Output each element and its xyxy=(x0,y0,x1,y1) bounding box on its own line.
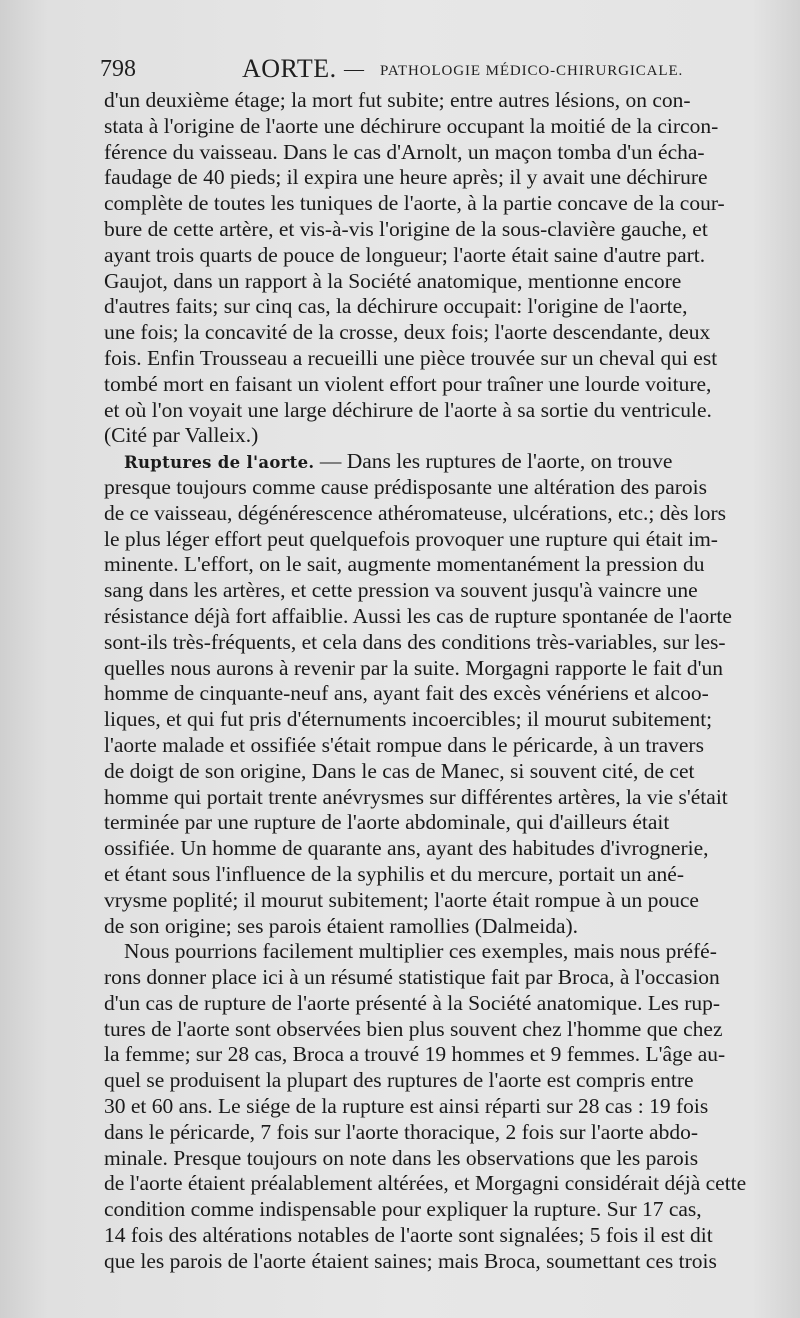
running-title-separator: — xyxy=(344,58,364,80)
text-line: tombé mort en faisant un violent effort pour traîner une lourde voiture, xyxy=(104,371,712,396)
text-line: stata à l'origine de l'aorte une déchirure occupant la moitié de la circon- xyxy=(104,113,719,138)
text-line: rons donner place ici à un résumé statistique fait par Broca, à l'occasion xyxy=(104,965,720,990)
paragraph-first-line: Nous pourrions facilement multiplier ces exemples, mais nous préfé- xyxy=(124,939,717,964)
text-line: et étant sous l'influence de la syphilis et du mercure, portait un ané- xyxy=(104,861,685,886)
running-title: AORTE. xyxy=(242,54,337,83)
text-line: la femme; sur 28 cas, Broca a trouvé 19 hommes et 9 femmes. L'âge au- xyxy=(104,1042,726,1067)
running-head xyxy=(100,52,755,82)
text-line: que les parois de l'aorte étaient saines; mais Broca, soumettant ces trois xyxy=(104,1248,717,1273)
text-line: quel se produisent la plupart des ruptures de l'aorte est compris entre xyxy=(104,1068,694,1093)
text-line: bure de cette artère, et vis-à-vis l'origine de la sous-clavière gauche, et xyxy=(104,216,708,241)
text-line: dans le péricarde, 7 fois sur l'aorte thoracique, 2 fois sur l'aorte abdo- xyxy=(104,1119,699,1144)
text-line: et où l'on voyait une large déchirure de l'aorte à sa sortie du ventricule. xyxy=(104,397,712,422)
text-line: vrysme poplité; il mourut subitement; l'aorte était rompue à un pouce xyxy=(104,887,699,912)
text-line: ossifiée. Un homme de quarante ans, ayant des habitudes d'ivrognerie, xyxy=(104,836,709,861)
text-line: tures de l'aorte sont observées bien plus souvent chez l'homme que chez xyxy=(104,1016,723,1041)
section-first-line: Dans les ruptures de l'aorte, on trouve xyxy=(346,449,673,474)
text-line: quelles nous aurons à revenir par la suite. Morgagni rapporte le fait d'un xyxy=(104,655,724,680)
text-line: ayant trois quarts de pouce de longueur; l'aorte était saine d'autre part. xyxy=(104,242,706,267)
text-line: une fois; la concavité de la crosse, deux fois; l'aorte descendante, deux xyxy=(104,320,711,345)
text-line: d'un deuxième étage; la mort fut subite; entre autres lésions, on con- xyxy=(104,88,691,112)
text-line: résistance déjà fort affaiblie. Aussi les cas de rupture spontanée de l'aorte xyxy=(104,603,732,628)
text-line: d'autres faits; sur cinq cas, la déchirure occupait: l'origine de l'aorte, xyxy=(104,294,688,319)
text-line: Gaujot, dans un rapport à la Société anatomique, mentionne encore xyxy=(104,268,682,293)
text-line: 14 fois des altérations notables de l'aorte sont signalées; 5 fois il est dit xyxy=(104,1223,713,1248)
text-line: de l'aorte étaient préalablement altérées, et Morgagni considérait déjà cette xyxy=(104,1171,747,1196)
text-line: complète de toutes les tuniques de l'aorte, à la partie concave de la cour- xyxy=(104,191,725,216)
text-line: de ce vaisseau, dégénérescence athéromateuse, ulcérations, etc.; dès lors xyxy=(104,500,727,525)
section-label: Ruptures de l'aorte. xyxy=(124,453,315,473)
text-line: de son origine; ses parois étaient ramollies (Dalmeida). xyxy=(104,913,579,938)
running-subtitle: PATHOLOGIE MÉDICO-CHIRURGICALE. xyxy=(380,63,684,79)
text-line: d'un cas de rupture de l'aorte présenté à la Société anatomique. Les rup- xyxy=(104,990,721,1015)
text-line: minale. Presque toujours on note dans les observations que les parois xyxy=(104,1145,699,1170)
text-line: le plus léger effort peut quelquefois provoquer une rupture qui était im- xyxy=(104,526,718,551)
text-line: fois. Enfin Trousseau a recueilli une pièce trouvée sur un cheval qui est xyxy=(104,345,718,370)
text-line: 30 et 60 ans. Le siége de la rupture est ainsi réparti sur 28 cas : 19 fois xyxy=(104,1094,709,1119)
page-number: 798 xyxy=(100,56,136,82)
text-line: liques, et qui fut pris d'éternuments incoercibles; il mourut subitement; xyxy=(104,707,713,732)
section-dash: — xyxy=(314,449,347,474)
text-line: terminée par une rupture de l'aorte abdominale, qui d'ailleurs était xyxy=(104,810,670,835)
text-line: condition comme indispensable pour expliquer la rupture. Sur 17 cas, xyxy=(104,1197,702,1222)
text-line: presque toujours comme cause prédisposante une altération des parois xyxy=(104,474,708,499)
text-line: sont-ils très-fréquents, et cela dans des conditions très-variables, sur les- xyxy=(104,629,726,654)
text-line: férence du vaisseau. Dans le cas d'Arnolt, un maçon tomba d'un écha- xyxy=(104,139,705,164)
text-line: sang dans les artères, et cette pression va souvent jusqu'à vaincre une xyxy=(104,578,698,603)
text-line: l'aorte malade et ossifiée s'était rompue dans le péricarde, à un travers xyxy=(104,732,704,757)
text-line: faudage de 40 pieds; il expira une heure après; il y avait une déchirure xyxy=(104,165,708,190)
text-line: minente. L'effort, on le sait, augmente momentanément la pression du xyxy=(104,552,705,577)
body-text xyxy=(104,88,756,1275)
text-line: homme de cinquante-neuf ans, ayant fait des excès vénériens et alcoo- xyxy=(104,681,709,706)
text-line: homme qui portait trente anévrysmes sur différentes artères, la vie s'était xyxy=(104,784,728,809)
text-line: de doigt de son origine, Dans le cas de Manec, si souvent cité, de cet xyxy=(104,758,695,783)
section-heading-line xyxy=(104,449,756,475)
text-line: (Cité par Valleix.) xyxy=(104,423,259,448)
